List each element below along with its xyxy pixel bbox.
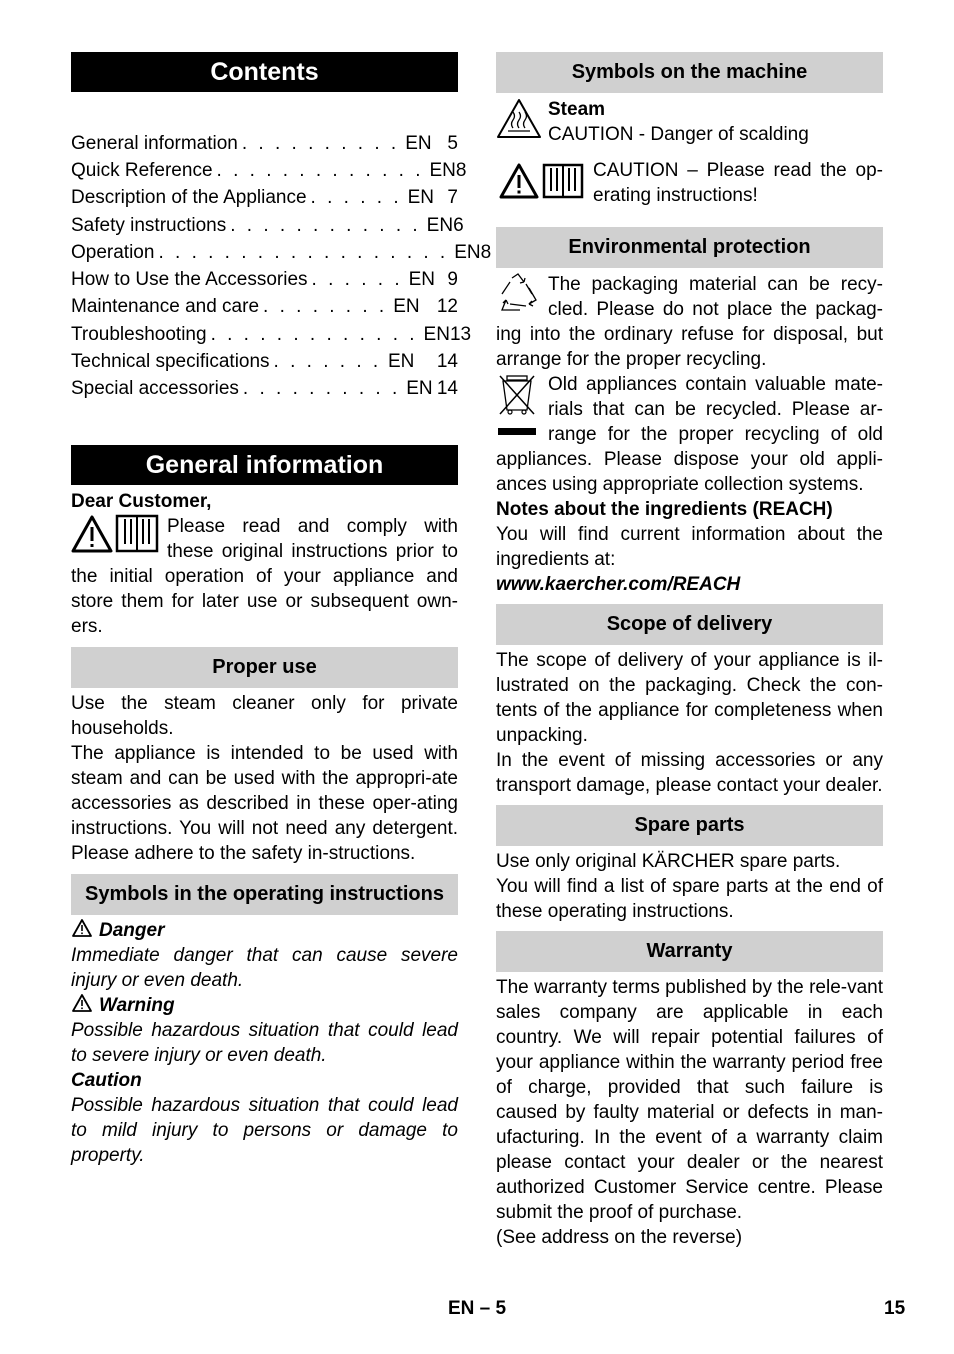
toc-row[interactable] xyxy=(71,266,458,293)
recycling-icon xyxy=(496,272,540,321)
toc-lang: EN xyxy=(454,241,481,263)
scope-text-1: The scope of delivery of your appliance is il-lustrated on the packaging. Check the con-tents of the appliance for completeness when unpacking. xyxy=(496,650,883,746)
toc-dots: . . . . . . . xyxy=(273,351,382,373)
right-column xyxy=(496,52,883,1250)
toc-title: Special accessories xyxy=(71,378,239,400)
scope-of-delivery-heading: Scope of delivery xyxy=(496,604,883,645)
toc-title: Safety instructions xyxy=(71,214,227,236)
toc-page: 14 xyxy=(436,351,458,373)
scope-text-2: In the event of missing accessories or any transport damage, please contact your dealer. xyxy=(496,750,883,796)
toc-row[interactable] xyxy=(71,321,472,348)
warning-manual-icon xyxy=(71,514,159,559)
toc-page: 13 xyxy=(449,323,472,345)
symbols-machine-heading: Symbols on the machine xyxy=(496,52,883,93)
warning-triangle-icon xyxy=(71,918,93,938)
toc-title: Description of the Appliance xyxy=(71,187,307,209)
warning-triangle-icon xyxy=(71,993,93,1013)
spare-parts-text-1: Use only original KÄRCHER spare parts. xyxy=(496,851,841,872)
reach-text: You will find current information about the ingredients at: xyxy=(496,524,883,570)
warning-text: Possible hazardous situation that could lead to severe injury or even death. xyxy=(71,1019,458,1066)
toc-lang: EN xyxy=(426,214,454,236)
toc-dots: . . . . . . . . . . . . . xyxy=(216,159,424,181)
toc-page: 7 xyxy=(447,187,458,209)
steam-label: Steam xyxy=(548,99,606,120)
toc-lang: EN xyxy=(388,351,415,373)
recycling-block xyxy=(496,272,883,372)
read-manual-warning-icon xyxy=(500,163,584,204)
toc-lang: EN xyxy=(429,159,456,181)
toc-dots: . . . . . . . . . . . . . . . . . . xyxy=(158,241,449,263)
danger-text: Immediate danger that can cause severe injury or even death. xyxy=(71,944,458,991)
toc-lang: EN xyxy=(423,323,450,345)
danger-label: Danger xyxy=(99,919,165,941)
toc-dots: . . . . . . . . . . xyxy=(242,378,401,400)
old-appliances-block xyxy=(496,372,883,497)
toc-title: General information xyxy=(71,132,238,154)
contents-heading: Contents xyxy=(71,52,458,92)
toc-title: Quick Reference xyxy=(71,159,213,181)
toc-row[interactable] xyxy=(71,348,458,375)
toc-row[interactable] xyxy=(71,130,458,157)
toc-dots: . . . . . . . . . . . . xyxy=(230,214,421,236)
symbols-operating-heading: Symbols in the operating instructions xyxy=(71,874,458,915)
toc-page: 9 xyxy=(447,269,458,291)
environmental-protection-heading: Environmental protection xyxy=(496,227,883,268)
hot-steam-warning-icon xyxy=(496,97,542,144)
crossed-out-bin-icon xyxy=(496,372,538,443)
general-intro-block xyxy=(71,514,458,639)
toc-title: Operation xyxy=(71,241,155,263)
toc-dots: . . . . . . . . . . xyxy=(241,132,400,154)
caution-label: Caution xyxy=(71,1069,142,1091)
toc-page: 8 xyxy=(480,241,492,263)
toc-title: Technical specifications xyxy=(71,351,270,373)
table-of-contents xyxy=(71,130,492,403)
warning-label: Warning xyxy=(99,994,175,1016)
toc-title: Maintenance and care xyxy=(71,296,260,318)
toc-lang: EN xyxy=(407,187,435,209)
toc-row[interactable] xyxy=(71,376,458,403)
warranty-heading: Warranty xyxy=(496,931,883,972)
caution-text: Possible hazardous situation that could lead to mild injury to persons or damage to property. xyxy=(71,1094,458,1166)
toc-dots: . . . . . . . . . . . . . xyxy=(210,323,418,345)
toc-row[interactable] xyxy=(71,212,464,239)
toc-page: 5 xyxy=(447,132,458,154)
toc-title: Troubleshooting xyxy=(71,323,207,345)
toc-dots: . . . . . . . . xyxy=(263,296,388,318)
toc-lang: EN xyxy=(406,378,433,400)
read-manual-text: CAUTION – Please read the op-erating instructions! xyxy=(593,160,883,206)
warranty-text-1: The warranty terms published by the rele-vant sales company are applicable in each country. We will repair potential failures of your appliance within the warranty period free of charge, provided that such failure is caused by faulty material or defects in man-ufacturing. In the event of a warranty claim please contact your dealer or the nearest authorized Customer Service centre. Please submit the proof of purchase. xyxy=(496,977,883,1223)
toc-page: 12 xyxy=(436,296,458,318)
old-appliances-text: Old appliances contain valuable mate-rials that can be recycled. Please ar-range for the proper recycling of old appliances. Please dispose your old appli-ances using appropriate collection systems. xyxy=(496,374,883,495)
read-manual-symbol-block xyxy=(496,158,883,208)
toc-dots: . . . . . . xyxy=(310,187,402,209)
steam-text: CAUTION - Danger of scalding xyxy=(548,124,809,145)
spare-parts-heading: Spare parts xyxy=(496,805,883,846)
toc-lang: EN xyxy=(405,132,432,154)
general-intro-text: Please read and comply with these original instructions prior to the initial operation of your appliance and store them for later use or subsequent own-ers. xyxy=(71,515,458,637)
toc-dots: . . . . . . xyxy=(311,269,403,291)
toc-row[interactable] xyxy=(71,185,458,212)
general-information-heading: General information xyxy=(71,445,458,485)
proper-use-text-1: Use the steam cleaner only for private households. xyxy=(71,692,458,739)
toc-page: 6 xyxy=(453,214,464,236)
page-number: 15 xyxy=(884,1298,906,1319)
proper-use-text-2: The appliance is intended to be used with steam and can be used with the appropri-ate accessories as described in these oper-ating instructions. You will not need any detergent. Please adhere to the safety in-structions. xyxy=(71,742,458,864)
toc-page: 8 xyxy=(455,159,467,181)
spare-parts-text-2: You will find a list of spare parts at the end of these operating instructions. xyxy=(496,876,883,922)
danger-label-row xyxy=(71,918,458,943)
toc-row[interactable] xyxy=(71,294,458,321)
toc-title: How to Use the Accessories xyxy=(71,269,308,291)
greeting: Dear Customer, xyxy=(71,490,212,512)
footer-section-label: EN – 5 xyxy=(448,1298,507,1319)
toc-row[interactable] xyxy=(71,239,492,266)
steam-symbol-block xyxy=(496,97,883,147)
warranty-text-2: (See address on the reverse) xyxy=(496,1227,743,1248)
toc-lang: EN xyxy=(408,269,436,291)
warning-label-row xyxy=(71,993,458,1018)
toc-page: 14 xyxy=(436,378,458,400)
reach-link[interactable]: www.kaercher.com/REACH xyxy=(496,574,741,595)
toc-row[interactable] xyxy=(71,157,467,184)
toc-lang: EN xyxy=(393,296,420,318)
packaging-recycling-text: The packaging material can be recy-cled. Please do not place the packag-ing into the ordinary refuse for disposal, but arrange for the proper recycling. xyxy=(496,274,883,370)
proper-use-heading: Proper use xyxy=(71,647,458,688)
reach-heading: Notes about the ingredients (REACH) xyxy=(496,499,833,520)
left-column xyxy=(71,52,492,1168)
